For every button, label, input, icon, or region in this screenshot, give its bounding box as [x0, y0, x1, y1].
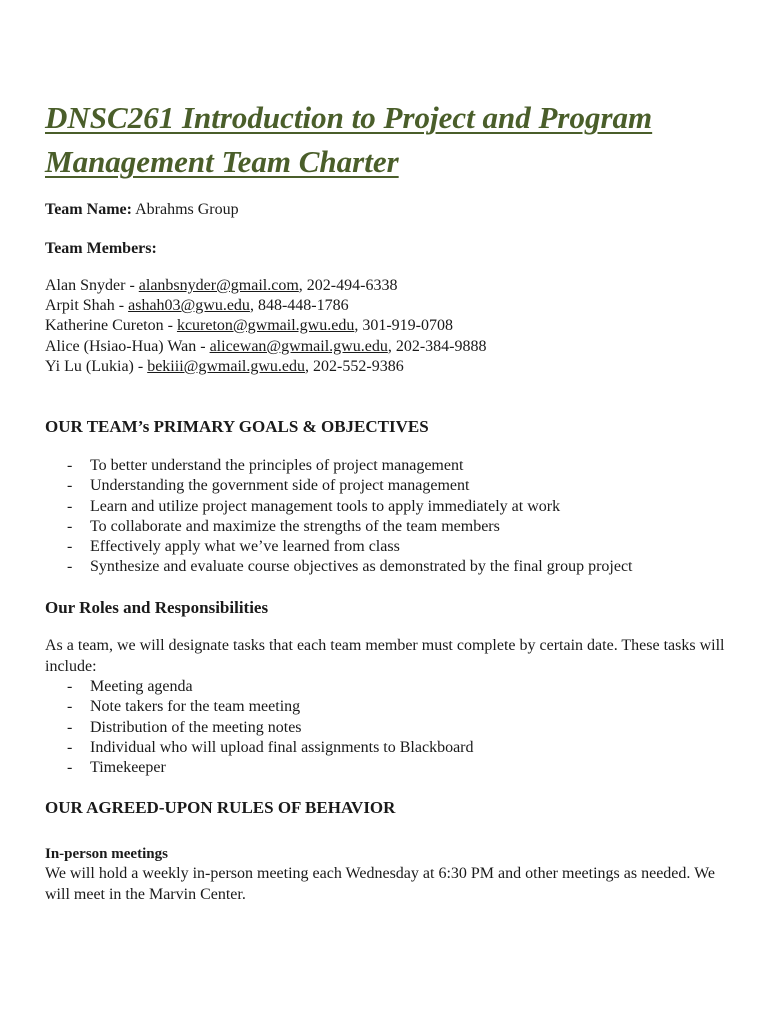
roles-list [67, 677, 474, 778]
list-item: - To collaborate and maximize the strengths of the team members [67, 517, 632, 537]
list-item: - Synthesize and evaluate course objectives as demonstrated by the final group project [67, 557, 632, 577]
list-item: - Learn and utilize project management tools to apply immediately at work [67, 497, 632, 517]
member-email-link[interactable]: alanbsnyder@gmail.com [138, 277, 299, 294]
member-phone: 202-384-9888 [395, 338, 487, 355]
goals-heading: OUR TEAM’s PRIMARY GOALS & OBJECTIVES [45, 417, 429, 436]
list-item: - Understanding the government side of project management [67, 476, 632, 496]
member-name: Arpit Shah [45, 297, 115, 314]
member-name: Alan Snyder [45, 277, 126, 294]
list-item: - Timekeeper [67, 758, 474, 778]
team-name-label: Team Name: [45, 201, 132, 218]
team-members-heading: Team Members: [45, 240, 157, 257]
member-name: Yi Lu (Lukia) [45, 358, 134, 375]
member-phone: 202-552-9386 [313, 358, 404, 375]
member-email-link[interactable]: alicewan@gwmail.gwu.edu [209, 338, 388, 355]
list-item: - To better understand the principles of project management [67, 456, 632, 476]
team-name-line [45, 200, 239, 220]
member-row: Yi Lu (Lukia) - bekiii@gwmail.gwu.edu, 202-552-9386 [45, 358, 404, 375]
list-item: - Distribution of the meeting notes [67, 718, 474, 738]
member-name: Katherine Cureton [45, 317, 164, 334]
member-row: Arpit Shah - ashah03@gwu.edu, 848-448-1786 [45, 297, 349, 314]
inperson-heading: In-person meetings [45, 846, 168, 862]
list-item: - Effectively apply what we’ve learned from class [67, 537, 632, 557]
member-name: Alice (Hsiao-Hua) Wan [45, 338, 197, 355]
team-name-value: Abrahms Group [135, 201, 239, 218]
member-email-link[interactable]: bekiii@gwmail.gwu.edu [147, 358, 306, 375]
member-email-link[interactable]: ashah03@gwu.edu [128, 297, 250, 314]
member-phone: 202-494-6338 [306, 277, 398, 294]
member-row: Katherine Cureton - kcureton@gwmail.gwu.edu, 301-919-0708 [45, 317, 453, 334]
member-email-link[interactable]: kcureton@gwmail.gwu.edu [176, 317, 355, 334]
rules-heading: OUR AGREED-UPON RULES OF BEHAVIOR [45, 798, 396, 817]
member-phone: 301-919-0708 [362, 317, 453, 334]
inperson-text: We will hold a weekly in-person meeting each Wednesday at 6:30 PM and other meetings as needed. We will meet in the Marvin Center. [45, 865, 716, 903]
member-row: Alice (Hsiao-Hua) Wan - alicewan@gwmail.gwu.edu, 202-384-9888 [45, 338, 487, 355]
member-row: Alan Snyder - alanbsnyder@gmail.com, 202-494-6338 [45, 277, 398, 294]
goals-list [67, 456, 632, 578]
roles-heading: Our Roles and Responsibilities [45, 598, 269, 617]
list-item: - Meeting agenda [67, 677, 474, 697]
member-phone: 848-448-1786 [257, 297, 349, 314]
roles-intro: As a team, we will designate tasks that each team member must complete by certain date. These tasks will include: [45, 637, 725, 675]
list-item: - Individual who will upload final assignments to Blackboard [67, 738, 474, 758]
list-item: - Note takers for the team meeting [67, 697, 474, 717]
document-title: DNSC261 Introduction to Project and Program Management Team Charter [45, 100, 653, 179]
